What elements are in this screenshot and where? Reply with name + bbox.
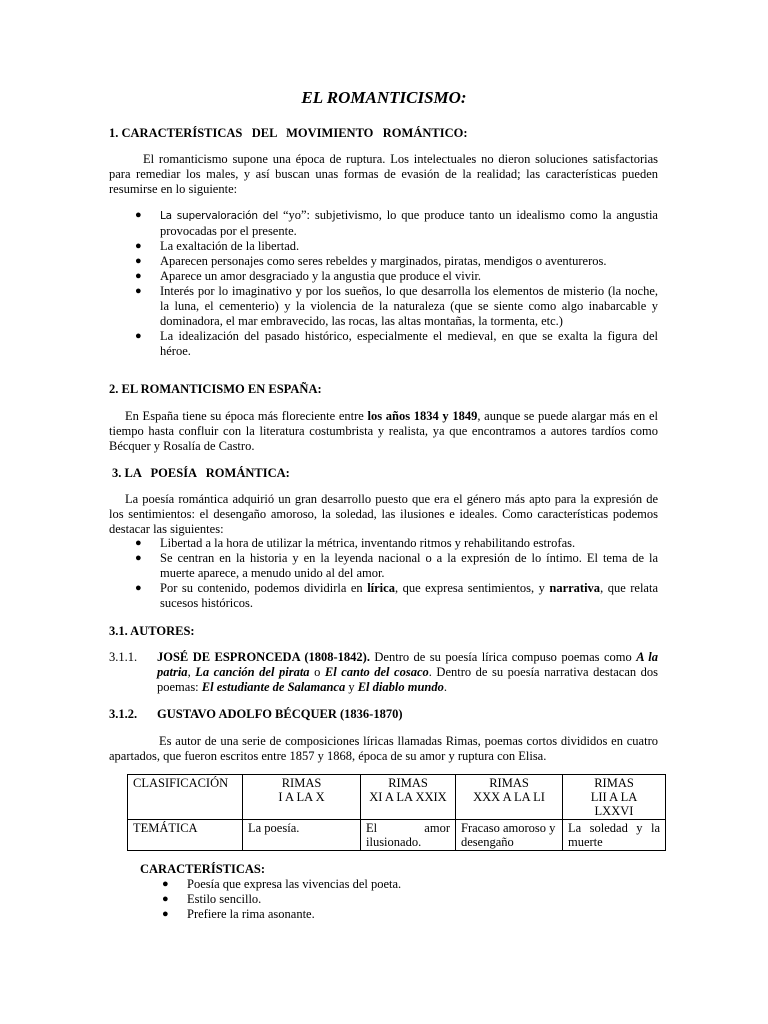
section-1-intro: El romanticismo supone una época de ruptura. Los intelectuales no dieron soluciones satisfactorias para remediar los males, y así buscan unas formas de evasión de la realidad; las características pueden resumirse en lo siguiente: xyxy=(109,152,658,196)
section-2-heading: 2. EL ROMANTICISMO EN ESPAÑA: xyxy=(109,382,322,396)
list-item: ● Interés por lo imaginativo y por los sueños, lo que desarrolla los elementos de misterio (la noche, la luna, el cementerio) y la violencia de la naturaleza (que se siente como algo inabarcable y dominadora, el mar embravecido, las rocas, las altas montañas, la tormenta, etc.) xyxy=(135,284,658,328)
list-item: ● Aparece un amor desgraciado y la angustia que produce el vivir. xyxy=(135,269,482,283)
list-item: ● La exaltación de la libertad. xyxy=(135,239,300,253)
list-item: ● Se centran en la historia y en la leyenda nacional o a la expresión de lo íntimo. El tema de la muerte aparece, a menudo unido al del amor. xyxy=(135,551,658,580)
section-3-intro: La poesía romántica adquirió un gran desarrollo puesto que era el género más apto para la expresión de los sentimientos: el desengaño amoroso, la soledad, las ilusiones e ideales. Como características podemos destacar las siguientes: xyxy=(109,492,658,536)
list-item: ● Estilo sencillo. xyxy=(162,892,262,906)
rimas-table xyxy=(127,774,666,851)
bullet-icon: ● xyxy=(162,908,169,920)
becquer-paragraph: Es autor de una serie de composiciones líricas llamadas Rimas, poemas cortos divididos en cuatro apartados, que fueron escritos entre 1857 y 1868, época de su amor y ruptura con Elisa. xyxy=(109,734,658,763)
bullet-icon: ● xyxy=(135,240,142,252)
page-title: EL ROMANTICISMO: xyxy=(301,88,467,107)
table-cell: RIMAS XI A LA XXIX xyxy=(361,775,456,820)
bullet-icon: ● xyxy=(135,552,142,564)
bullet-icon: ● xyxy=(135,330,142,342)
becquer-heading: GUSTAVO ADOLFO BÉCQUER (1836-1870) xyxy=(157,707,403,721)
table-row xyxy=(128,820,666,851)
espronceda-paragraph: JOSÉ DE ESPRONCEDA (1808-1842). Dentro de su poesía lírica compuso poemas como A la patria, La canción del pirata o El canto del cosaco. Dentro de su poesía narrativa destacan dos poemas: El estudiante de Salamanca y El diablo mundo. xyxy=(157,650,659,694)
bullet-icon: ● xyxy=(135,209,142,221)
table-row xyxy=(128,775,666,820)
subsection-number-3-1-1: 3.1.1. xyxy=(109,650,138,664)
table-cell: El amor ilusionado. xyxy=(361,820,456,851)
bullet-icon: ● xyxy=(135,582,142,594)
table-cell: La poesía. xyxy=(243,820,361,851)
bullet-icon: ● xyxy=(135,285,142,297)
list-item: ● La supervaloración del “yo”: subjetivismo, lo que produce tanto un idealismo como la angustia provocadas por el presente. xyxy=(135,208,658,238)
table-cell: La soledad y la muerte xyxy=(563,820,666,851)
bullet-icon: ● xyxy=(135,537,142,549)
bullet-icon: ● xyxy=(162,878,169,890)
list-item: ● La idealización del pasado histórico, especialmente el medieval, en que se exalta la figura del héroe. xyxy=(135,329,658,358)
table-cell: RIMAS I A LA X xyxy=(243,775,361,820)
caracteristicas-list xyxy=(162,877,657,922)
subsection-number-3-1-2: 3.1.2. xyxy=(109,707,138,721)
table-cell: RIMAS LII A LA LXXVI xyxy=(563,775,666,820)
section-3-1-heading: 3.1. AUTORES: xyxy=(109,624,195,638)
section-1-heading: 1. CARACTERÍSTICAS DEL MOVIMIENTO ROMÁNTICO: xyxy=(109,126,468,140)
list-item: ● Poesía que expresa las vivencias del poeta. xyxy=(162,877,402,891)
list-item: ● Por su contenido, podemos dividirla en lírica, que expresa sentimientos, y narrativa, que relata sucesos históricos. xyxy=(135,581,658,610)
bullet-icon: ● xyxy=(162,893,169,905)
table-cell: RIMAS XXX A LA LI xyxy=(456,775,563,820)
section-1-bullet-list xyxy=(135,208,658,359)
section-3-heading: 3. LA POESÍA ROMÁNTICA: xyxy=(112,466,290,480)
table-cell: CLASIFICACIÓN xyxy=(128,775,243,820)
list-item: ● Libertad a la hora de utilizar la métrica, inventando ritmos y rehabilitando estrofas. xyxy=(135,536,576,550)
table-cell: Fracaso amoroso y desengaño xyxy=(456,820,563,851)
bullet-icon: ● xyxy=(135,270,142,282)
section-2-paragraph: En España tiene su época más floreciente entre los años 1834 y 1849, aunque se puede alargar más en el tiempo hasta confluir con la literatura costumbrista y realista, ya que encontramos a autores tardíos como Bécquer y Rosalía de Castro. xyxy=(109,409,658,453)
table-cell: TEMÁTICA xyxy=(128,820,243,851)
bullet-icon: ● xyxy=(135,255,142,267)
section-3-bullet-list xyxy=(135,536,658,611)
list-item: ● Prefiere la rima asonante. xyxy=(162,907,315,921)
list-item: ● Aparecen personajes como seres rebeldes y marginados, piratas, mendigos o aventureros. xyxy=(135,254,607,268)
caracteristicas-heading: CARACTERÍSTICAS: xyxy=(140,862,266,876)
